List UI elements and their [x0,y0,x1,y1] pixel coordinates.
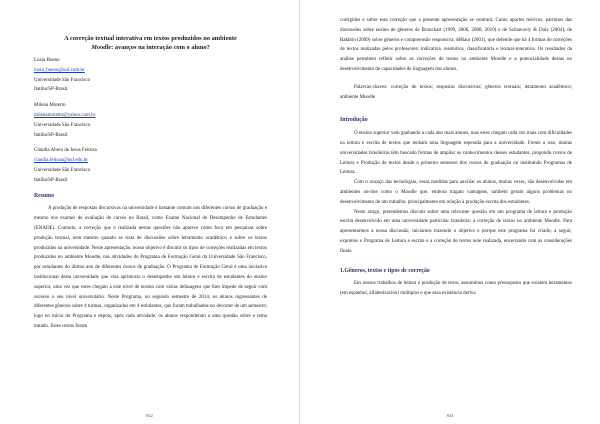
article-title [34,34,267,52]
left-column [34,34,267,332]
abstract-heading: Resumo [34,192,54,199]
author-institution: Universidade São Francisco [34,122,91,128]
title-moodle: Moodle [91,44,112,51]
author-institution: Universidade São Francisco [34,167,91,173]
author-email-link[interactable]: claudia.feitoza@usf.edu.br [34,158,88,164]
abstract-continuation: corrigidos e sobre esta correção que a presente apresentação se centrará. Como aportes teóricos, partimos das discussões sobre ensino de gêneros de Bronckart (1999, 2006, 2008, 2010) e de Schneuwly & Dolz (2004); de Bakhtin (2009) sobre gêneros e compreensão responsiva; dêBaur (2001), que defende que há 4 formas de correções de textos realizadas pelos professores: indicativa, resolutiva, classificatória e textual-interativa. Os resultados da análise permitem refletir sobre as correções de textos no ambiente Moodle e a potencialidade destas no desenvolvimento de capacidades de linguagem dos alunos. [340,18,572,72]
author-institution: Universidade São Francisco [34,77,91,83]
author-city: Itatiba/SP-Brasil [34,132,68,138]
author-email-link[interactable]: milenamoretto@yahoo.com.br [34,112,96,118]
author-block-3 [34,146,267,185]
page-number-left: 842 [146,413,153,418]
author-name: Claudia Abreu de Jesus Feitoza [34,148,97,154]
section-paragraph-1: Em nossos trabalhos de leitura e produção de texto, assumimos como pressuposto que existem letramentos (em espanhol, alfabetización) múltiplos e que essa existência deriva [340,281,572,297]
author-name: Luzia Bueno [34,58,60,63]
section-heading: 1.Gêneros, textos e tipos de correção [340,267,430,274]
intro-paragraph-2: Com o avanço das tecnologias, essas medidas para auxiliar os alunos, muitas vezes, são desenvolvidas em ambientes on-line como o Moodle que, embora tragam vantagens, também geram alguns problemas no desenvolvimento de um trabalho, principalmente em relação à produção escrita dos estudantes. [340,180,572,205]
page-number-right: 843 [446,413,454,418]
keywords: Palavras-chaves: correção de textos; respostas discursivas; gêneros textuais; letramento acadêmico; ambiente Moodle [340,84,572,100]
intro-heading: Introdução [340,117,368,124]
right-column [340,16,572,299]
title-line-1: A correção textual interativa em textos produzidos no ambiente [64,35,237,42]
title-line-2-rest: : avanços na interação com o aluno? [111,44,210,51]
intro-paragraph-1: O ensino superior vem ganhando a cada ano mais alunos, mas estes chegam cada vez mais com dificuldades na leitura e escrita de textos que tenham uma linguagem esperada para a universidade. Frente a isso, muitas universidades brasileiras têm buscado formas de ampliar os conhecimentos desses estudantes, propondo cursos de Leitura e Produção de textos desde o primeiro semestre dos cursos de graduação ou instituindo Programas de Leitura. [340,131,572,176]
author-block-2 [34,101,267,140]
author-name: Milena Moretto [34,103,66,109]
right-page [300,0,600,424]
author-email-link[interactable]: luzia_bueno@uol.com.br [34,67,85,73]
author-city: Itatiba/SP-Brasil [34,177,68,183]
abstract-text: A produção de respostas discursivas na universidade é bastante comum nos diferentes cursos de graduação e mesmo nos exames de avaliação de cursos no Brasil, como Exame Nacional de Desempenho de Estudantes (ENADE). Contudo, a correção que é realizada nestas questões não aparece como foco em pesquisas sobre produção textual, nem mesmo quando se trata de discussões sobre letramento acadêmico e sobre os textos produzidos na universidade. Neste apresentação, nosso objetivo é discutir os tipos de correções realizadas em textos produzidos no ambiente Moodle, nas atividades do Programa de Formação Geral da Universidade São Francisco, por estudantes do último ano de diferentes cursos de graduação. O Programa de Formação Geral é uma iniciativa institucional desta universidade que visa aprimorar o desempenho em leitura e escrita de estudantes do ensino superior, uma vez que estes chegam a este nível de ensino com várias defasagens que lhes impede de seguir com sucesso o seu nível universitário. Neste Programa, no segundo semestre de 2014, os alunos ingressantes de diferentes gêneros sobre 4 turmas, organizados em 4 estudantes, que foram trabalhadas no decorrer de um semestre; logo no início do Programa e depois, após cada atividade, os alunos responderam a uma questão sobre o tema tratado. Estes textos foram [34,206,267,329]
intro-paragraph-3: Neste artigo, pretendemos discutir sobre uma relevante questão em um programa de leitura e produção escrita desenvolvido em uma universidade particular brasileira: a correção de textos no ambiente Moodle. Para apresentarmos a nossa discussão, iniciamos trazendo o objetivo e porque este programa foi criado; a seguir, expomos o Programa de Leitura e escrita e a correção de textos nele realizada, encerrando com as considerações finais. [340,209,572,254]
title-line-2 [34,43,267,52]
author-block-1 [34,56,267,95]
author-city: Itatiba/SP-Brasil [34,87,68,93]
